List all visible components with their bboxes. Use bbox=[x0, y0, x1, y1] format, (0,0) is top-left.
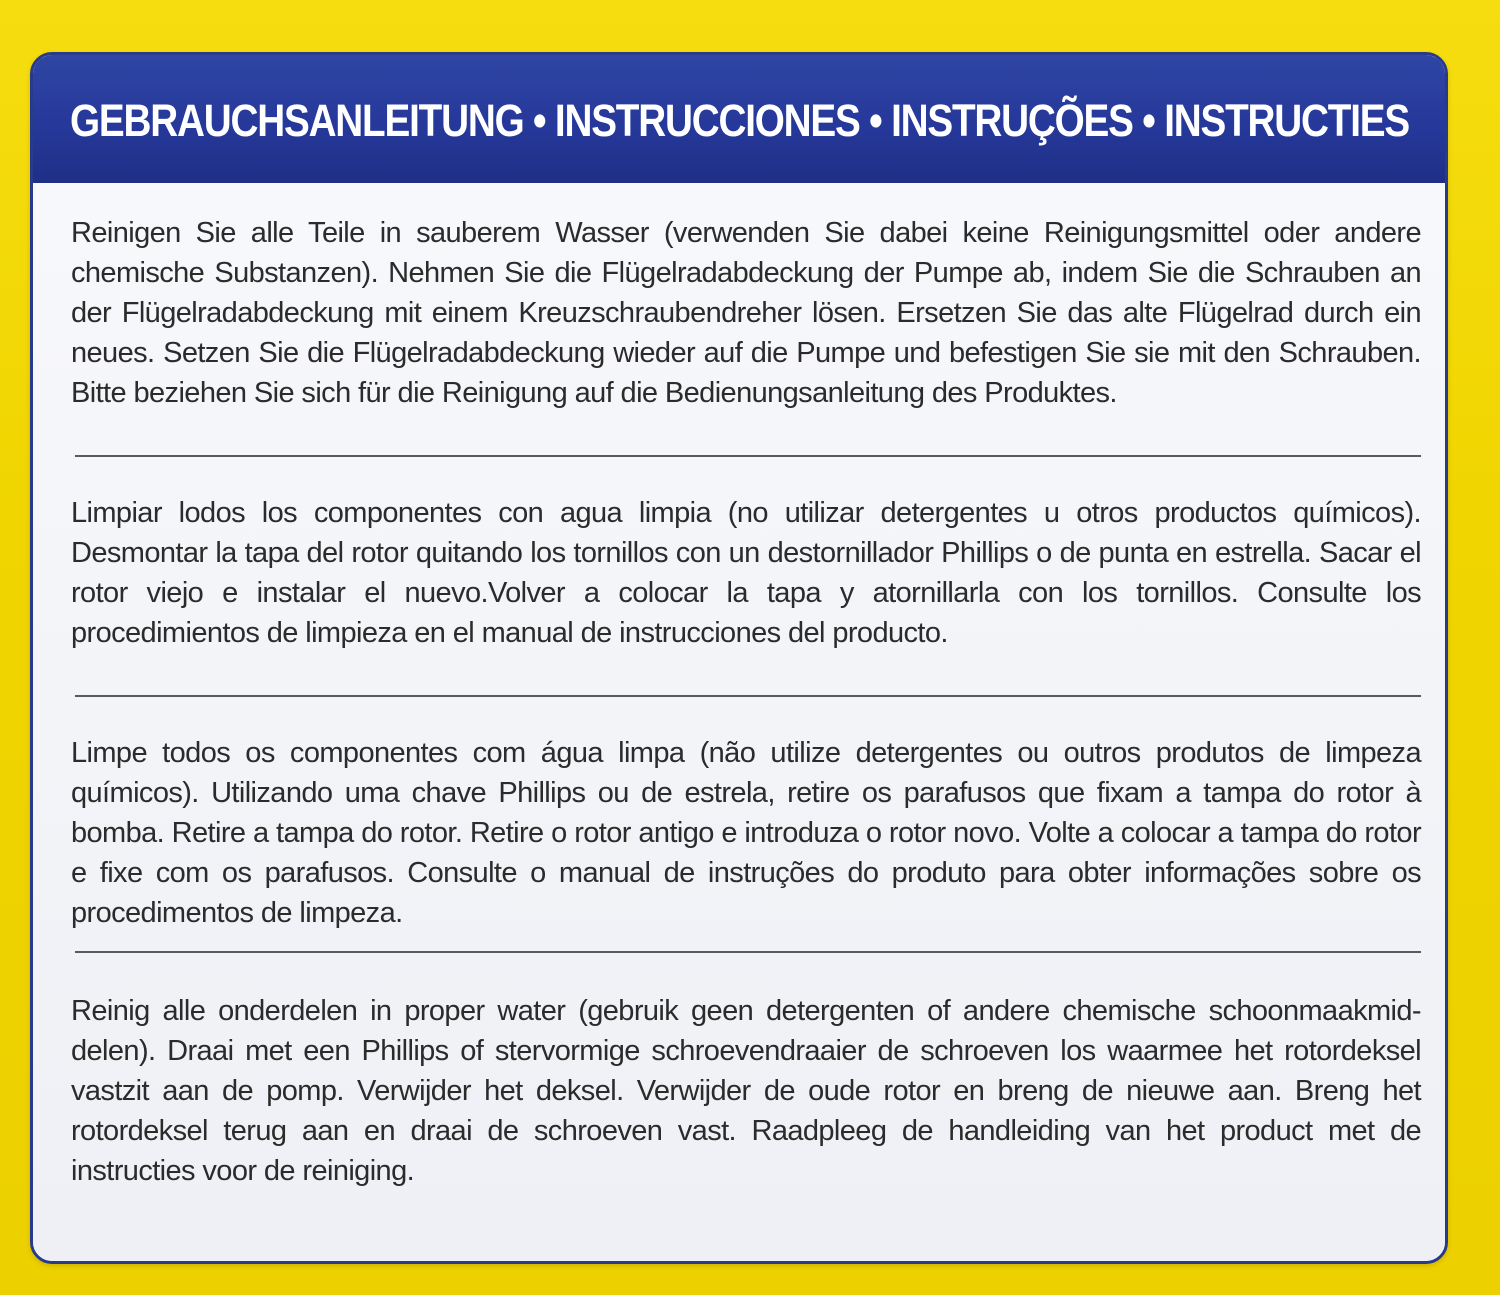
instructions-body bbox=[33, 183, 1445, 1264]
instructions-portuguese-text: Limpe todos os componentes com água limpa (não utilize detergentes ou outros produtos de limpeza químicos). Utilizando uma chave Phillips ou de estrela, retire os parafusos que fixam a tampa do rotor à bomba. Retire a tampa do rotor. Retire o rotor antigo e introduza o rotor novo. Volte a colocar a tampa do rotor e fixe com os parafusos. Consulte o manual de instruções do produto para obter informações sobre os procedimentos de limpeza. bbox=[71, 737, 1421, 929]
instructions-spanish bbox=[71, 493, 1421, 653]
section-divider bbox=[75, 695, 1421, 697]
instructions-spanish-text: Limpiar lodos los componentes con agua limpia (no utilizar detergentes u otros productos químicos). Desmontar la tapa del rotor quitando los tornillos con un destornillador Phillips o de punta en estrella. Sacar el rotor viejo e instalar el nuevo.Volver a colocar la tapa y atornillarla con los tornillos. Consulte los procedimientos de limpieza en el manual de instrucciones del producto. bbox=[71, 497, 1421, 649]
instructions-dutch bbox=[71, 991, 1421, 1191]
section-divider bbox=[75, 455, 1421, 457]
instructions-panel bbox=[30, 52, 1448, 1264]
title-banner bbox=[33, 55, 1445, 183]
section-divider bbox=[75, 951, 1421, 953]
instructions-title: GEBRAUCHSANLEITUNG • INSTRUCCIONES • INSTRUÇÕES • INSTRUCTIES bbox=[69, 95, 1409, 146]
instructions-dutch-text: Reinig alle onderdelen in proper water (gebruik geen detergenten of andere chemische schoonmaakmid-delen). Draai met een Phillips of stervormige schroevendraaier de schroeven los waarmee het rotordeksel vastzit aan de pomp. Verwijder het deksel. Verwijder de oude rotor en breng de nieuwe aan. Breng het rotordeksel terug aan en draai de schroeven vast. Raadpleeg de handleiding van het product met de instructies voor de reiniging. bbox=[71, 995, 1421, 1187]
instructions-german bbox=[71, 213, 1421, 413]
instructions-portuguese bbox=[71, 733, 1421, 933]
instructions-german-text: Reinigen Sie alle Teile in sauberem Wasser (verwenden Sie dabei keine Reinigungsmittel oder andere chemische Substanzen). Nehmen Sie die Flügelradabdeckung der Pumpe ab, indem Sie die Schrauben an der Flügelradabdeckung mit einem Kreuzschraubendreher lösen. Ersetzen Sie das alte Flügelrad durch ein neues. Setzen Sie die Flügelradabdeckung wieder auf die Pumpe und befestigen Sie sie mit den Schrauben. Bitte beziehen Sie sich für die Reinigung auf die Bedienungsanleitung des Produktes. bbox=[71, 217, 1421, 409]
